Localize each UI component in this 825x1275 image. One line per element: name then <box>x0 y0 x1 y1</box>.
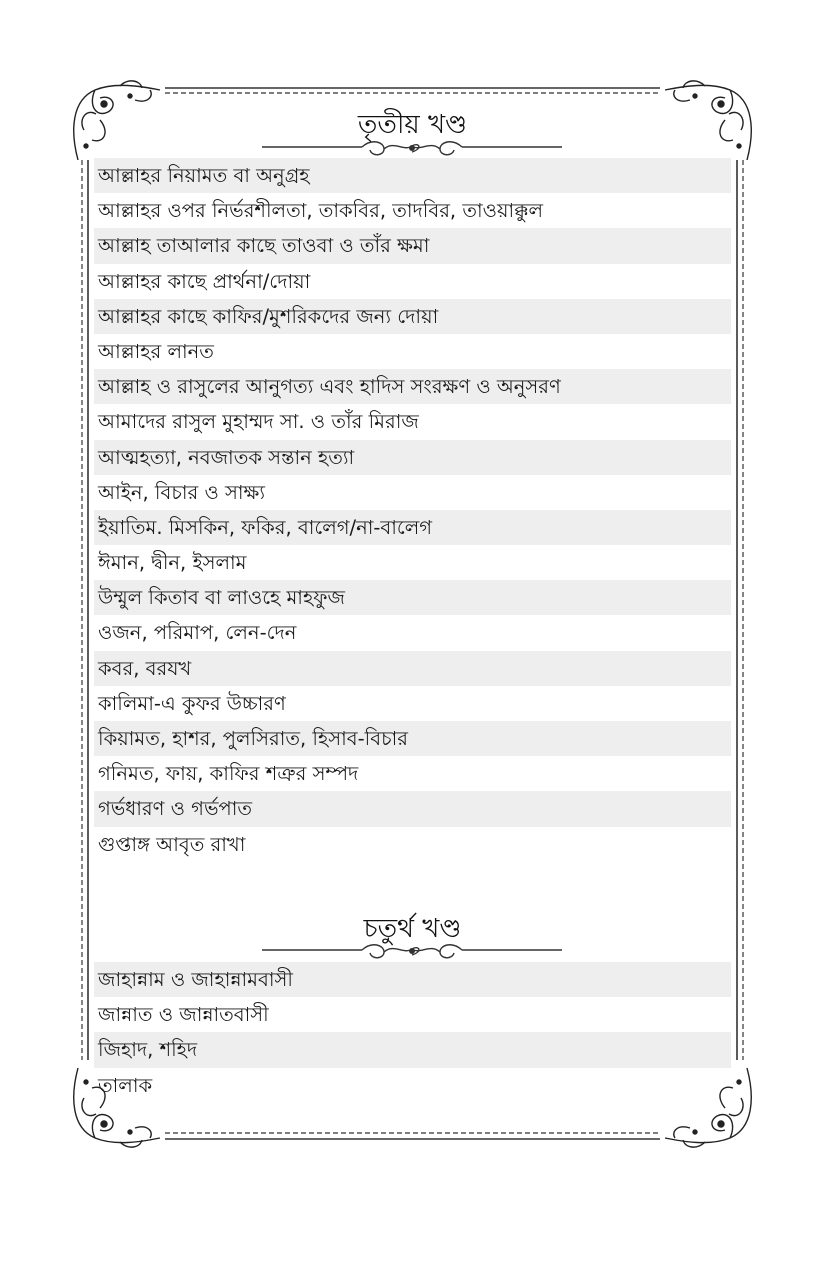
toc-item[interactable]: উম্মুল কিতাব বা লাওহে মাহফুজ <box>94 580 731 615</box>
toc-item[interactable]: আল্লাহর কাছে প্রার্থনা/দোয়া <box>98 269 311 293</box>
toc-list-section-3 <box>94 158 731 862</box>
toc-item[interactable]: আমাদের রাসুল মুহাম্মদ সা. ও তাঁর মিরাজ <box>98 410 419 434</box>
toc-item[interactable]: ওজন, পরিমাপ, লেন-দেন <box>98 621 297 645</box>
toc-item[interactable]: গর্ভধারণ ও গর্ভপাত <box>94 791 731 826</box>
toc-item[interactable]: ইয়াতিম. মিসকিন, ফকির, বালেগ/না-বালেগ <box>94 510 731 545</box>
section-title-tritiya-khanda: তৃতীয় খণ্ড <box>357 110 468 140</box>
toc-item[interactable]: আত্মহত্যা, নবজাতক সন্তান হত্যা <box>94 440 731 475</box>
toc-item[interactable]: গুপ্তাঙ্গ আবৃত রাখা <box>98 832 246 856</box>
toc-item[interactable]: ঈমান, দ্বীন, ইসলাম <box>98 551 247 575</box>
toc-item[interactable]: কালিমা-এ কুফর উচ্চারণ <box>98 691 286 715</box>
section-title-chaturtha-khanda: চতুর্থ খণ্ড <box>363 914 462 944</box>
toc-item[interactable]: আল্লাহর ওপর নির্ভরশীলতা, তাকবির, তাদবির, তাওয়াক্কুল <box>98 199 543 223</box>
toc-item[interactable]: আল্লাহর লানত <box>98 339 214 363</box>
toc-item[interactable]: আল্লাহ ও রাসুলের আনুগত্য এবং হাদিস সংরক্ষণ ও অনুসরণ <box>94 369 731 404</box>
toc-item[interactable]: আল্লাহর কাছে কাফির/মুশরিকদের জন্য দোয়া <box>94 299 731 334</box>
toc-item[interactable]: তালাক <box>98 1073 153 1097</box>
toc-item[interactable]: জাহান্নাম ও জাহান্নামবাসী <box>94 962 731 997</box>
toc-item[interactable]: কবর, বরযখ <box>94 651 731 686</box>
toc-item[interactable]: আইন, বিচার ও সাক্ষ্য <box>98 480 266 504</box>
toc-item[interactable]: আল্লাহর নিয়ামত বা অনুগ্রহ <box>94 158 731 193</box>
toc-item[interactable]: গনিমত, ফায়, কাফির শত্রুর সম্পদ <box>98 762 359 786</box>
toc-item[interactable]: জিহাদ, শহিদ <box>94 1032 731 1067</box>
toc-item[interactable]: জান্নাত ও জান্নাতবাসী <box>98 1003 269 1027</box>
toc-item[interactable]: কিয়ামত, হাশর, পুলসিরাত, হিসাব-বিচার <box>94 721 731 756</box>
toc-item[interactable]: আল্লাহ তাআলার কাছে তাওবা ও তাঁর ক্ষমা <box>94 228 731 263</box>
toc-list-section-4 <box>94 962 731 1103</box>
